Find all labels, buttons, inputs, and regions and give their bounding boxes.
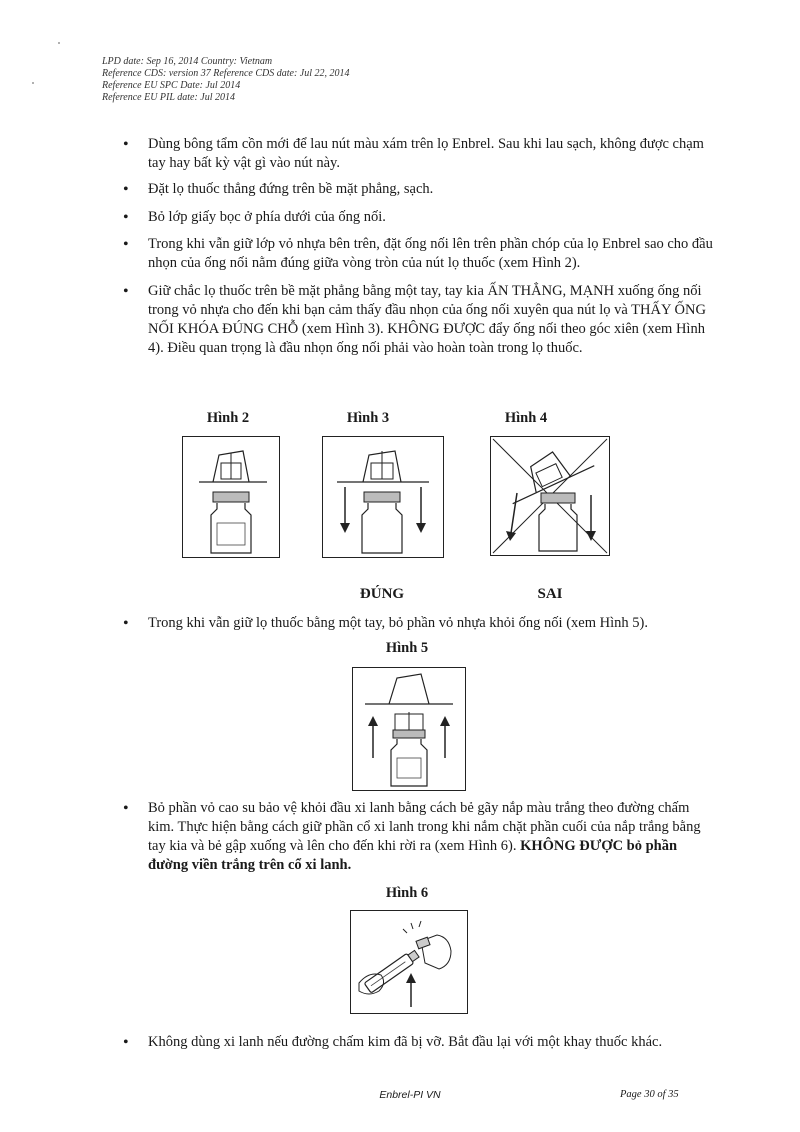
figure-5-label: Hình 5 bbox=[385, 640, 429, 656]
header-eu-pil-date: Reference EU PIL date: Jul 2014 bbox=[102, 92, 236, 103]
bullet-place-vial: • Đặt lọ thuốc thẳng đứng trên bề mặt phẳng, sạch. bbox=[148, 180, 714, 199]
figure-3-label: Hình 3 bbox=[346, 410, 390, 426]
verdict-correct: ĐÚNG bbox=[359, 586, 405, 602]
remove-cap-text: Bỏ phần vỏ cao su bảo vệ khỏi đầu xi lanh bằng cách bẻ gãy nắp màu trắng theo đường chấm kim. Thực hiện bằng cách giữ phần cổ xi lanh trong khi nắm chặt phần cuối của nắp trắng bằng tay kia và bẻ gập xuống và lên cho đến khi rời ra (xem Hình 6). bbox=[148, 800, 701, 854]
header-eu-spc-date: Reference EU SPC Date: Jul 2014 bbox=[102, 80, 241, 91]
header-cds-version: Reference CDS: version 37 Reference CDS date: Jul 22, 2014 bbox=[102, 68, 350, 79]
footer-document-name: Enbrel-PI VN bbox=[379, 1089, 441, 1101]
figure-4-label: Hình 4 bbox=[504, 410, 548, 426]
bullet-check-broken: • Không dùng xi lanh nếu đường chấm kim đã bị vỡ. Bắt đầu lại với một khay thuốc khác. bbox=[148, 1033, 714, 1052]
scan-speck bbox=[58, 42, 60, 44]
scan-speck bbox=[32, 82, 34, 84]
header-lpd-date: LPD date: Sep 16, 2014 Country: Vietnam bbox=[102, 56, 273, 67]
bullet-place-adapter: • Trong khi vẫn giữ lớp vỏ nhựa bên trên, đặt ống nối lên trên phần chóp của lọ Enbrel sao cho đầu nhọn của ống nối nằm đúng giữa vòng tròn của nút lọ thuốc (xem Hình 2). bbox=[148, 235, 714, 273]
verdict-wrong: SAI bbox=[537, 586, 563, 602]
bullet-remove-cap bbox=[148, 799, 714, 875]
remove-cap-warning: KHÔNG ĐƯỢC bỏ phần đường viền trắng trên cổ xi lanh. bbox=[148, 838, 678, 873]
figure-2-label: Hình 2 bbox=[206, 410, 250, 426]
figure-3-press-down bbox=[322, 436, 444, 558]
figure-6-label: Hình 6 bbox=[385, 885, 429, 901]
bullet-remove-paper: • Bỏ lớp giấy bọc ở phía dưới của ống nối. bbox=[148, 208, 714, 227]
figure-4-angled-wrong bbox=[490, 436, 610, 556]
document-header bbox=[102, 56, 350, 104]
bullet-press-adapter: • Giữ chắc lọ thuốc trên bề mặt phẳng bằng một tay, tay kia ẤN THẲNG, MẠNH xuống ống nối trong vỏ nhựa cho đến khi bạn cảm thấy đầu nhọn của ống nối xuyên qua nút lọ và THẤY ỐNG NỐI KHÓA ĐÚNG CHỖ (xem Hình 3). KHÔNG ĐƯỢC đẩy ống nối theo góc xiên (xem Hình 4). Điều quan trọng là đầu nhọn ống nối phải vào hoàn toàn trong lọ thuốc. bbox=[148, 282, 714, 358]
figure-5-remove-shell bbox=[352, 667, 466, 791]
figure-6-break-cap bbox=[350, 910, 468, 1014]
footer-page-number: Page 30 of 35 bbox=[620, 1089, 679, 1100]
bullet-remove-shell: • Trong khi vẫn giữ lọ thuốc bằng một tay, bỏ phần vỏ nhựa khỏi ống nối (xem Hình 5). bbox=[148, 614, 714, 633]
bullet-clean-stopper: • Dùng bông tẩm cồn mới để lau nút màu xám trên lọ Enbrel. Sau khi lau sạch, không được chạm tay hay bất kỳ vật gì vào nút này. bbox=[148, 135, 714, 173]
figure-2-adapter-on-vial bbox=[182, 436, 280, 558]
